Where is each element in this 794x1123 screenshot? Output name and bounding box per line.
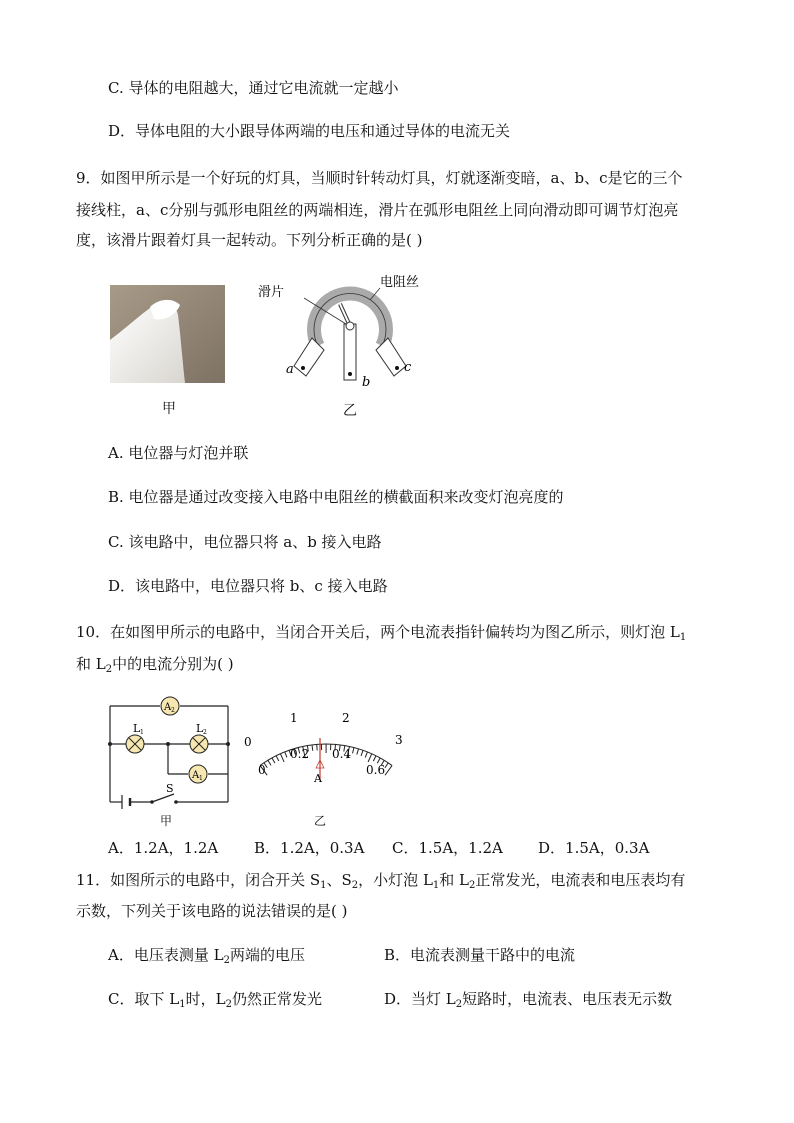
q11-option-a: A．电压表测量 $L_2$两端的电压 bbox=[108, 946, 305, 966]
meter-tick bbox=[361, 750, 363, 756]
scale-bottom-1: 0.2 bbox=[290, 747, 310, 761]
q10-caption-jia: 甲 bbox=[160, 814, 173, 828]
q10-stem-line2: 和 $L_2$中的电流分别为( ) bbox=[76, 655, 234, 675]
label-b: b bbox=[362, 375, 371, 390]
meter-unit: A bbox=[314, 772, 322, 785]
q9-stem-line3: 度，该滑片跟着灯具一起转动。下列分析正确的是( ) bbox=[76, 231, 423, 249]
scale-top-0: 0 bbox=[244, 735, 252, 749]
q11-option-b: B．电流表测量干路中的电流 bbox=[384, 946, 576, 964]
svg-text:A: A bbox=[192, 770, 200, 781]
q10-stem-line1: 10．在如图甲所示的电路中，当闭合开关后，两个电流表指针偏转均为图乙所示，则灯泡 $L_1$ bbox=[76, 623, 687, 643]
meter-tick bbox=[373, 756, 376, 761]
q10-option-b: B．1.2A，0.3A bbox=[254, 839, 365, 857]
svg-text:1: 1 bbox=[140, 729, 144, 736]
q9-option-c: C. 该电路中，电位器只将 a、b 接入电路 bbox=[108, 533, 382, 551]
meter-tick bbox=[272, 758, 275, 763]
q10-option-d: D．1.5A，0.3A bbox=[538, 839, 650, 857]
meter-tick bbox=[312, 745, 313, 751]
meter-tick bbox=[365, 752, 367, 758]
q9-option-b: B. 电位器是通过改变接入电路中电阻丝的横截面积来改变灯泡亮度的 bbox=[108, 488, 564, 506]
lamp-l1 bbox=[126, 722, 144, 753]
q10-ammeter-scale bbox=[236, 706, 416, 802]
scale-top-3: 3 bbox=[395, 733, 403, 747]
q9-option-a: A. 电位器与灯泡并联 bbox=[108, 444, 249, 462]
q9-option-d: D．该电路中，电位器只将 b、c 接入电路 bbox=[108, 577, 388, 595]
meter-tick bbox=[385, 766, 392, 776]
scale-bottom-3: 0.6 bbox=[366, 763, 386, 777]
q9-stem-line1: 9．如图甲所示是一个好玩的灯具，当顺时针转动灯具，灯就逐渐变暗，a、b、c是它的三个 bbox=[76, 169, 683, 187]
scale-bottom-0: 0 bbox=[258, 763, 266, 777]
q8-option-d: D．导体电阻的大小跟导体两端的电压和通过导体的电流无关 bbox=[108, 122, 511, 140]
label-switch: S bbox=[166, 782, 174, 795]
svg-text:L: L bbox=[196, 722, 204, 735]
q9-stem-line2: 接线柱，a、c分别与弧形电阻丝的两端相连，滑片在弧形电阻丝上同向滑动即可调节灯泡亮 bbox=[76, 201, 679, 219]
ammeter-a2 bbox=[161, 697, 179, 715]
q9-caption-yi: 乙 bbox=[343, 403, 357, 419]
meter-tick bbox=[276, 756, 279, 761]
q9-lamp-photo bbox=[110, 285, 225, 383]
label-slider: 滑片 bbox=[258, 285, 285, 300]
q8-option-c: C. 导体的电阻越大，通过它电流就一定越小 bbox=[108, 79, 399, 97]
meter-tick bbox=[280, 754, 284, 762]
meter-tick bbox=[368, 754, 372, 762]
q10-circuit-diagram bbox=[100, 692, 240, 812]
meter-tick bbox=[268, 760, 271, 765]
ammeter-a1 bbox=[189, 765, 207, 783]
q11-option-c: C．取下 $L_1$时，$L_2$仍然正常发光 bbox=[108, 990, 322, 1010]
q10-option-a: A．1.2A，1.2A bbox=[108, 839, 219, 857]
svg-text:1: 1 bbox=[199, 775, 203, 782]
scale-bottom-2: 0.4 bbox=[332, 747, 352, 761]
q9-potentiometer-diagram bbox=[258, 268, 440, 396]
q10-option-c: C．1.5A，1.2A bbox=[392, 839, 503, 857]
meter-tick bbox=[385, 763, 388, 768]
svg-text:L: L bbox=[133, 722, 141, 735]
lamp-l2 bbox=[190, 722, 208, 753]
scale-top-1: 1 bbox=[290, 711, 298, 725]
q9-caption-jia: 甲 bbox=[162, 401, 176, 417]
svg-text:A: A bbox=[164, 702, 172, 713]
svg-text:2: 2 bbox=[203, 729, 207, 736]
label-c: c bbox=[404, 360, 412, 375]
meter-tick bbox=[353, 748, 355, 754]
svg-text:2: 2 bbox=[171, 707, 175, 714]
scale-top-2: 2 bbox=[342, 711, 350, 725]
label-resistance-wire: 电阻丝 bbox=[380, 275, 420, 290]
label-a: a bbox=[286, 362, 294, 377]
meter-tick bbox=[357, 749, 359, 755]
q11-option-d: D．当灯 $L_2$短路时，电流表、电压表无示数 bbox=[384, 990, 673, 1010]
q10-caption-yi: 乙 bbox=[314, 814, 327, 828]
meter-tick bbox=[285, 752, 287, 758]
q11-stem-line2: 示数，下列关于该电路的说法错误的是( ) bbox=[76, 902, 348, 920]
q11-stem-line1: 11．如图所示的电路中，闭合开关 $S_1$、$S_2$，小灯泡 $L_1$和 $L_2$正常发光，电流表和电压表均有 bbox=[76, 871, 686, 891]
